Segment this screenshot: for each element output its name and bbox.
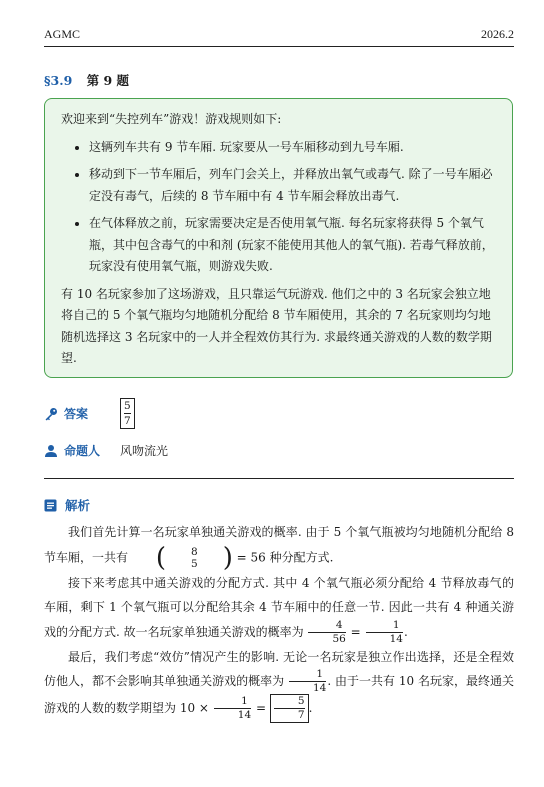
answer-label: 答案	[64, 407, 89, 421]
binom-top: 8	[191, 545, 198, 558]
problem-intro: 欢迎来到“失控列车”游戏！游戏规则如下:	[61, 112, 282, 126]
answer-label-group	[44, 405, 120, 422]
rules-list	[61, 137, 496, 278]
rule-item: • 在气体释放之前，玩家需要决定是否使用氧气瓶. 每名玩家将获得 5 个氧气瓶，其中包含毒气的中和剂 (玩家不能使用其他人的氧气瓶). 若毒气释放前，玩家没有使用氧气瓶，则游戏失败.	[89, 213, 496, 278]
answer-value	[120, 398, 135, 429]
fraction	[289, 669, 326, 694]
solution-paragraph-1	[44, 520, 514, 571]
fraction-denominator: 7	[297, 709, 305, 721]
solution-title: 解析	[65, 498, 91, 513]
fraction	[366, 620, 403, 645]
section-title: 第 9 题	[86, 73, 130, 88]
solution-heading	[44, 496, 90, 514]
fraction-numerator: 1	[316, 668, 324, 680]
fraction	[214, 696, 251, 721]
rule-item: • 这辆列车共有 9 节车厢. 玩家要从一号车厢移动到九号车厢.	[89, 137, 496, 159]
solution-text: .	[308, 701, 313, 715]
fraction-denominator: 14	[389, 632, 403, 645]
author-row	[44, 442, 168, 459]
binomial: ( 8 5 )	[155, 542, 233, 573]
final-answer-box	[270, 694, 309, 723]
answer-numerator: 5	[124, 400, 131, 412]
section-heading	[44, 71, 129, 89]
answer-denominator: 7	[124, 415, 131, 427]
solution-text: . 由于一共有 10 名玩家，最终通关游戏的人数的数学期望为 10 ×	[44, 674, 514, 715]
divider	[44, 478, 514, 479]
section-number: §3.9	[44, 73, 73, 88]
author-label: 命题人	[64, 444, 101, 458]
problem-box	[44, 98, 513, 378]
header-left: AGMC	[44, 27, 81, 41]
fraction-numerator: 5	[297, 695, 305, 707]
solution-text: .	[403, 624, 408, 639]
solution-text: = 56 种分配方式.	[236, 550, 334, 564]
fraction-numerator: 1	[392, 618, 400, 631]
equals-sign: =	[350, 624, 361, 639]
fraction-denominator: 56	[332, 632, 346, 645]
binom-bottom: 5	[191, 557, 198, 570]
page-header	[44, 27, 514, 47]
fraction-numerator: 1	[241, 695, 248, 707]
solution-paragraph-2	[44, 571, 514, 645]
author-name: 风吻流光	[120, 444, 169, 458]
person-icon	[44, 444, 58, 458]
solution-paragraph-3	[44, 645, 514, 724]
solution-body	[44, 520, 514, 723]
fraction-numerator: 4	[335, 618, 343, 631]
key-icon	[44, 407, 58, 421]
equals-sign: =	[256, 701, 267, 715]
solution-text: 我们首先计算一名玩家单独通关游戏的概率. 由于 5 个氧气瓶被均匀地随机分配给 8 节车厢，一共有	[44, 525, 514, 564]
fraction-denominator: 14	[312, 682, 327, 694]
fraction-bar	[124, 413, 131, 414]
rule-item: • 移动到下一节车厢后，列车门会关上，并释放出氧气或毒气. 除了一号车厢必定没有毒气，后续的 8 节车厢中有 4 节车厢会释放出毒气.	[89, 164, 496, 207]
problem-closing: 有 10 名玩家参加了这场游戏，且只靠运气玩游戏. 他们之中的 3 名玩家会独立地将自己的 5 个氧气瓶均匀地随机分配给 8 节车厢使用，其余的 7 名玩家则均匀地随机选择这 3 名玩家中的一人并全程效仿其行为. 求最终通关游戏的人数的数学期望.	[61, 286, 492, 365]
header-right: 2026.2	[481, 27, 514, 41]
solution-text: 接下来考虑其中通关游戏的分配方式. 其中 4 个氧气瓶必须分配给 4 节释放毒气的车厢，剩下 1 个氧气瓶可以分配给其余 4 节车厢中的任意一节. 因此一共有 4 种通关游戏的分配方式. 故一名玩家单独通关游戏的概率为	[44, 575, 514, 639]
answer-row	[44, 398, 135, 429]
document-icon	[44, 499, 57, 512]
solution-text: 最后，我们考虑“效仿”情况产生的影响. 无论一名玩家是独立作出选择，还是全程效仿他人，都不会影响其单独通关游戏的概率为	[44, 649, 514, 688]
author-label-group	[44, 442, 120, 459]
fraction	[308, 620, 345, 645]
fraction-denominator: 14	[237, 709, 252, 721]
